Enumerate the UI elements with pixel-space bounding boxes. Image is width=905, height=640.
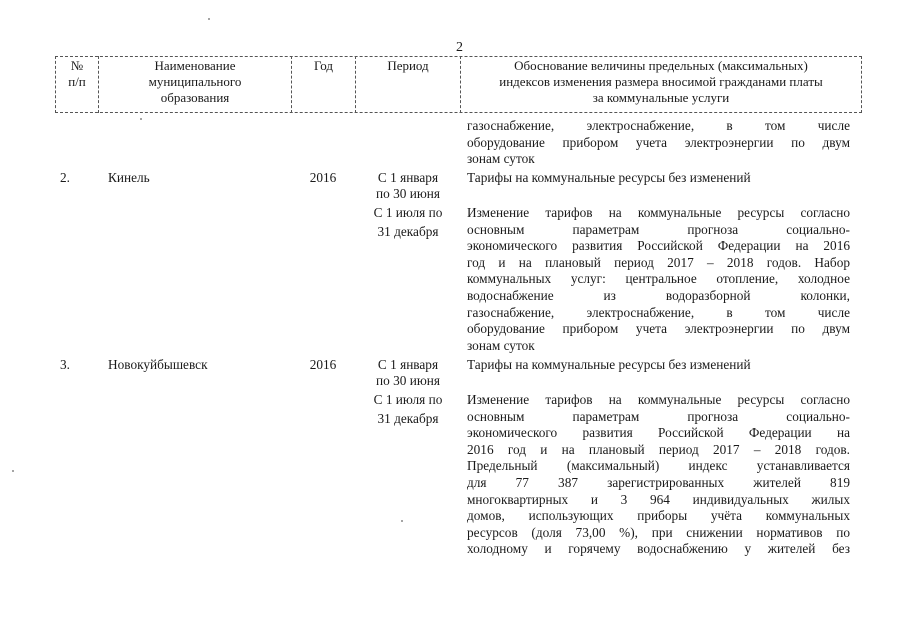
period-first-half: С 1 января по 30 июня — [376, 170, 440, 201]
header-number: № п/п — [68, 58, 86, 89]
scan-speck — [12, 470, 14, 472]
header-municipality: Наименование муниципального образования — [148, 58, 242, 105]
row-year: 2016 — [309, 357, 337, 372]
table-border-right — [861, 56, 862, 113]
header-period: Период — [387, 58, 429, 73]
period-second-half: С 1 июля по 31 декабря — [373, 392, 443, 426]
row-number: 3. — [60, 357, 70, 372]
municipality-name: Кинель — [108, 170, 150, 185]
header-justification: Обоснование величины предельных (максимальных) индексов изменения размера вносимой гражданами платы за коммунальные услуги — [499, 58, 823, 105]
tariff-unchanged-text: Тарифы на коммунальные ресурсы без изменений — [467, 357, 751, 372]
table-header-top-border — [55, 56, 862, 57]
scan-speck — [401, 520, 403, 522]
tariff-change-text: Изменение тарифов на коммунальные ресурсы согласно основным параметрам прогноза социально- экономического развития Российской Федерации на 2016 год и на плановый период 2017 – 2018 годов. Набор коммунальных услуг: центральное отопление, холодное водоснабжение из водоразборной колонки, газоснабжение, электроснабжение, в том числе оборудование прибором учета электроэнергии по двум зонам суток — [467, 205, 850, 353]
tariff-change-text: Изменение тарифов на коммунальные ресурсы согласно основным параметрам прогноза социально- экономического развития Российской Федерации на 2016 год и на плановый период 2017 – 2018 годов. Предельный (максимальный) индекс устанавливается для 77 387 зарегистрированных жителей 819 многоквартирных и 3 964 индивидуальных жилых домов, использующих приборы учёта коммунальных ресурсов (доля 73,00 %), при снижении нормативов по холодному и горячему водоснабжению у жителей без — [467, 392, 850, 557]
table-header-bottom-border — [55, 112, 862, 113]
header-year: Год — [313, 58, 334, 73]
row-number: 2. — [60, 170, 70, 185]
tariff-unchanged-text: Тарифы на коммунальные ресурсы без изменений — [467, 170, 751, 185]
carryover-text: газоснабжение, электроснабжение, в том числе оборудование прибором учета электроэнергии по двум зонам суток — [467, 118, 850, 167]
period-first-half: С 1 января по 30 июня — [376, 357, 440, 388]
municipality-name: Новокуйбышевск — [108, 357, 208, 372]
scan-speck — [208, 18, 210, 20]
page-number: 2 — [456, 40, 463, 55]
scan-speck — [140, 118, 142, 120]
period-second-half: С 1 июля по 31 декабря — [373, 205, 443, 239]
row-year: 2016 — [309, 170, 337, 185]
